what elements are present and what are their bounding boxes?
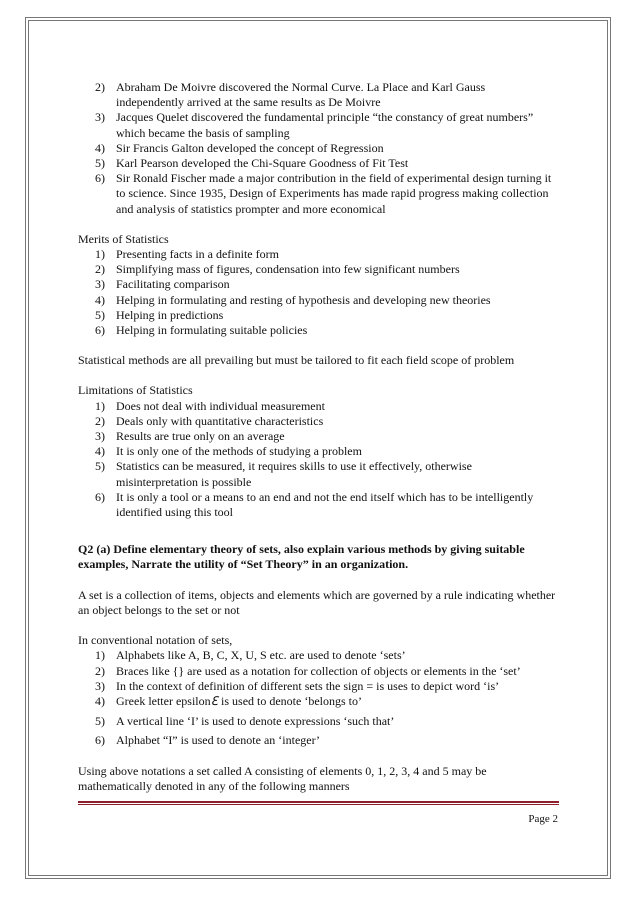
- list-text: Simplifying mass of figures, condensation into few significant numbers: [116, 262, 460, 277]
- footer-rule: [78, 801, 559, 803]
- list-number: 1): [95, 247, 105, 262]
- list-item: [78, 110, 556, 140]
- merits-heading: Merits of Statistics: [78, 231, 169, 246]
- question-title: Q2 (a) Define elementary theory of sets, also explain various methods by giving suitable examples, Narrate the utility of “Set Theory” in an organization.: [78, 542, 525, 572]
- list-text: Results are true only on an average: [116, 429, 285, 444]
- spacer: [78, 520, 556, 542]
- list-text: Does not deal with individual measurement: [116, 398, 325, 413]
- list-number: 2): [95, 663, 105, 678]
- list-number: 2): [95, 413, 105, 428]
- list-number: 2): [95, 262, 105, 277]
- list-item: [78, 171, 556, 217]
- list-text: Statistics can be measured, it requires skills to use it effectively, otherwise misinterpretation is possible: [116, 459, 472, 489]
- epsilon-symbol: ℇ: [210, 693, 219, 708]
- list-item: [78, 664, 556, 679]
- list-text: Greek letter epsilon: [116, 693, 211, 708]
- page-content: [78, 80, 556, 794]
- list-text: Helping in formulating suitable policies: [116, 323, 308, 338]
- list-number: 3): [95, 678, 105, 693]
- list-number: 1): [95, 648, 105, 663]
- list-item: [78, 679, 556, 694]
- list-item: [78, 323, 556, 338]
- list-text: Jacques Quelet discovered the fundamental principle “the constancy of great numbers” which became the basis of sampling: [116, 110, 534, 140]
- list-item: [78, 459, 556, 489]
- notation-list: [78, 648, 556, 748]
- list-number: 4): [95, 693, 105, 708]
- notation-intro: In conventional notation of sets,: [78, 633, 233, 648]
- list-item: [78, 308, 556, 323]
- list-item: [78, 733, 556, 748]
- history-list: [78, 80, 556, 217]
- list-number: 5): [95, 156, 105, 171]
- list-item: [78, 648, 556, 663]
- set-definition-paragraph: A set is a collection of items, objects and elements which are governed by a rule indicating whether an object belongs to the set or not: [78, 587, 556, 617]
- list-number: 3): [95, 429, 105, 444]
- page-number: Page 2: [528, 813, 558, 825]
- merits-list: [78, 247, 556, 338]
- list-text: In the context of definition of different sets the sign = is uses to depict word ‘is’: [116, 678, 500, 693]
- list-number: 4): [95, 444, 105, 459]
- list-text: Helping in predictions: [116, 307, 224, 322]
- list-item: [78, 141, 556, 156]
- list-text: It is only one of the methods of studying a problem: [116, 444, 362, 459]
- list-number: 6): [95, 489, 105, 504]
- list-item: [78, 80, 556, 110]
- list-item: [78, 247, 556, 262]
- list-item: [78, 262, 556, 277]
- list-number: 6): [95, 323, 105, 338]
- list-item: [78, 490, 556, 520]
- list-text: Karl Pearson developed the Chi-Square Goodness of Fit Test: [116, 156, 409, 171]
- list-text: Helping in formulating and resting of hypothesis and developing new theories: [116, 292, 491, 307]
- limitations-list: [78, 399, 556, 521]
- list-item: [78, 429, 556, 444]
- spacer: [78, 749, 556, 764]
- list-item: [78, 414, 556, 429]
- list-text: is used to denote ‘belongs to’: [218, 693, 362, 708]
- list-item: [78, 399, 556, 414]
- list-number: 3): [95, 110, 105, 125]
- list-text: Alphabet “I” is used to denote an ‘integer’: [116, 733, 321, 748]
- list-item: [78, 277, 556, 292]
- list-text: A vertical line ‘I’ is used to denote expressions ‘such that’: [116, 714, 395, 729]
- spacer: [78, 217, 556, 232]
- list-number: 5): [95, 459, 105, 474]
- list-text: It is only a tool or a means to an end and not the end itself which has to be intelligently identified using this tool: [116, 489, 534, 520]
- footer-rule-thin: [78, 804, 559, 805]
- list-number: 4): [95, 140, 105, 155]
- list-number: 6): [95, 171, 105, 186]
- spacer: [78, 338, 556, 353]
- list-text: Braces like {} are used as a notation for collection of objects or elements in the ‘set’: [116, 663, 521, 678]
- list-text: Sir Ronald Fischer made a major contribution in the field of experimental design turning it to science. Since 1935, Design of Experiments has made rapid progress making collection and analysis of statistics prompter and more economical: [116, 171, 552, 216]
- list-number: 2): [95, 80, 105, 94]
- list-number: 5): [95, 714, 105, 729]
- list-text: Deals only with quantitative characteristics: [116, 413, 324, 428]
- list-text: Presenting facts in a definite form: [116, 247, 279, 262]
- limitations-heading: Limitations of Statistics: [78, 383, 193, 398]
- list-item: [78, 156, 556, 171]
- list-text: Facilitating comparison: [116, 277, 230, 292]
- list-text: Sir Francis Galton developed the concept of Regression: [116, 140, 384, 155]
- prevailing-paragraph: Statistical methods are all prevailing but must be tailored to fit each field scope of problem: [78, 353, 515, 368]
- spacer: [78, 618, 556, 633]
- list-text: Abraham De Moivre discovered the Normal Curve. La Place and Karl Gauss independently arrived at the same results as De Moivre: [116, 80, 486, 110]
- list-item: [78, 293, 556, 308]
- list-text: Alphabets like A, B, C, X, U, S etc. are used to denote ‘sets’: [116, 648, 406, 663]
- list-number: 6): [95, 733, 105, 748]
- list-number: 4): [95, 292, 105, 307]
- list-number: 1): [95, 398, 105, 413]
- closing-paragraph: Using above notations a set called A consisting of elements 0, 1, 2, 3, 4 and 5 may be mathematically denoted in any of the following manners: [78, 763, 487, 793]
- spacer: [78, 368, 556, 383]
- list-item: [78, 444, 556, 459]
- list-item: [78, 694, 556, 709]
- list-number: 5): [95, 307, 105, 322]
- spacer: [78, 573, 556, 588]
- list-item: [78, 714, 556, 729]
- list-number: 3): [95, 277, 105, 292]
